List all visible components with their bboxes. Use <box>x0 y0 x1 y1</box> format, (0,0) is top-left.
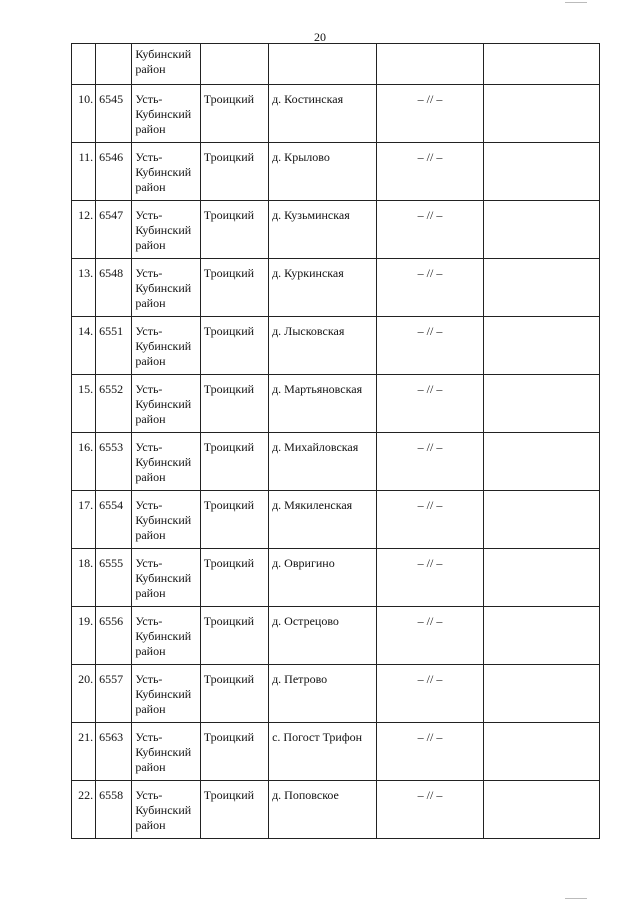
cell-district: Кубинский район <box>132 44 200 85</box>
page-number: 20 <box>314 30 326 44</box>
cell-note: – // – <box>376 317 484 375</box>
cell-district: Усть-Кубинский район <box>132 143 200 201</box>
cell-number: 21. <box>72 723 96 781</box>
cell-note: – // – <box>376 723 484 781</box>
cell-note: – // – <box>376 491 484 549</box>
cell-code: 6556 <box>96 607 132 665</box>
cell-code: 6554 <box>96 491 132 549</box>
cell-district: Усть-Кубинский район <box>132 85 200 143</box>
cell-district: Усть-Кубинский район <box>132 259 200 317</box>
cell-settlement: д. Мякиленская <box>269 491 377 549</box>
table-row <box>72 85 600 143</box>
cell-settlement: д. Поповское <box>269 781 377 839</box>
cell-council: Троицкий <box>200 607 268 665</box>
cell-note: – // – <box>376 665 484 723</box>
cell-settlement: с. Погост Трифон <box>269 723 377 781</box>
cell-council: Троицкий <box>200 317 268 375</box>
cell-number: 14. <box>72 317 96 375</box>
cell-settlement: д. Кузьминская <box>269 201 377 259</box>
cell-council: Троицкий <box>200 85 268 143</box>
cell-number: 19. <box>72 607 96 665</box>
cell-district: Усть-Кубинский район <box>132 491 200 549</box>
cell-settlement: д. Костинская <box>269 85 377 143</box>
table-row <box>72 665 600 723</box>
cell-code: 6555 <box>96 549 132 607</box>
cell-council: Троицкий <box>200 549 268 607</box>
cell-extra <box>484 375 600 433</box>
cell-extra <box>484 723 600 781</box>
cell-council: Троицкий <box>200 665 268 723</box>
cell-district: Усть-Кубинский район <box>132 781 200 839</box>
cell-settlement: д. Лысковская <box>269 317 377 375</box>
cell-note: – // – <box>376 375 484 433</box>
cell-council: Троицкий <box>200 491 268 549</box>
table-row <box>72 723 600 781</box>
table-row <box>72 433 600 491</box>
cell-note: – // – <box>376 85 484 143</box>
cell-code: 6558 <box>96 781 132 839</box>
cell-extra <box>484 44 600 85</box>
cell-district: Усть-Кубинский район <box>132 433 200 491</box>
cell-note: – // – <box>376 201 484 259</box>
cell-council: Троицкий <box>200 375 268 433</box>
cell-council: Троицкий <box>200 143 268 201</box>
cell-code: 6545 <box>96 85 132 143</box>
cell-settlement: д. Михайловская <box>269 433 377 491</box>
table-row <box>72 781 600 839</box>
cell-extra <box>484 317 600 375</box>
cell-number: 22. <box>72 781 96 839</box>
cell-number: 13. <box>72 259 96 317</box>
cell-extra <box>484 665 600 723</box>
cell-note: – // – <box>376 433 484 491</box>
cell-district: Усть-Кубинский район <box>132 723 200 781</box>
cell-extra <box>484 491 600 549</box>
cell-district: Усть-Кубинский район <box>132 549 200 607</box>
scan-mark-bottom <box>565 898 587 901</box>
cell-code: 6548 <box>96 259 132 317</box>
cell-settlement <box>269 44 377 85</box>
cell-note: – // – <box>376 549 484 607</box>
cell-note: – // – <box>376 607 484 665</box>
cell-extra <box>484 549 600 607</box>
cell-code: 6552 <box>96 375 132 433</box>
cell-number: 16. <box>72 433 96 491</box>
table-row <box>72 201 600 259</box>
cell-code <box>96 44 132 85</box>
cell-district: Усть-Кубинский район <box>132 665 200 723</box>
cell-council: Троицкий <box>200 433 268 491</box>
table-row <box>72 375 600 433</box>
cell-district: Усть-Кубинский район <box>132 317 200 375</box>
cell-number: 12. <box>72 201 96 259</box>
cell-extra <box>484 433 600 491</box>
cell-note: – // – <box>376 781 484 839</box>
cell-extra <box>484 781 600 839</box>
cell-council: Троицкий <box>200 781 268 839</box>
table-row <box>72 549 600 607</box>
table-row <box>72 491 600 549</box>
cell-code: 6547 <box>96 201 132 259</box>
cell-number: 11. <box>72 143 96 201</box>
cell-note: – // – <box>376 259 484 317</box>
cell-settlement: д. Петрово <box>269 665 377 723</box>
cell-number: 20. <box>72 665 96 723</box>
cell-settlement: д. Куркинская <box>269 259 377 317</box>
cell-extra <box>484 85 600 143</box>
table-row <box>72 143 600 201</box>
cell-district: Усть-Кубинский район <box>132 201 200 259</box>
cell-code: 6551 <box>96 317 132 375</box>
cell-number: 18. <box>72 549 96 607</box>
cell-note <box>376 44 484 85</box>
settlements-table <box>71 43 600 839</box>
table-row <box>72 317 600 375</box>
cell-settlement: д. Мартьяновская <box>269 375 377 433</box>
cell-council: Троицкий <box>200 201 268 259</box>
table-body <box>72 44 600 839</box>
table-row <box>72 259 600 317</box>
table-row <box>72 607 600 665</box>
cell-extra <box>484 607 600 665</box>
cell-code: 6563 <box>96 723 132 781</box>
cell-district: Усть-Кубинский район <box>132 607 200 665</box>
cell-number <box>72 44 96 85</box>
cell-council: Троицкий <box>200 723 268 781</box>
cell-extra <box>484 143 600 201</box>
cell-council: Троицкий <box>200 259 268 317</box>
cell-settlement: д. Острецово <box>269 607 377 665</box>
cell-council <box>200 44 268 85</box>
cell-code: 6553 <box>96 433 132 491</box>
scan-mark-top <box>565 2 587 5</box>
cell-number: 17. <box>72 491 96 549</box>
cell-code: 6546 <box>96 143 132 201</box>
cell-extra <box>484 259 600 317</box>
cell-extra <box>484 201 600 259</box>
cell-settlement: д. Крылово <box>269 143 377 201</box>
cell-code: 6557 <box>96 665 132 723</box>
cell-number: 10. <box>72 85 96 143</box>
cell-note: – // – <box>376 143 484 201</box>
table-row <box>72 44 600 85</box>
cell-settlement: д. Овригино <box>269 549 377 607</box>
cell-district: Усть-Кубинский район <box>132 375 200 433</box>
cell-number: 15. <box>72 375 96 433</box>
